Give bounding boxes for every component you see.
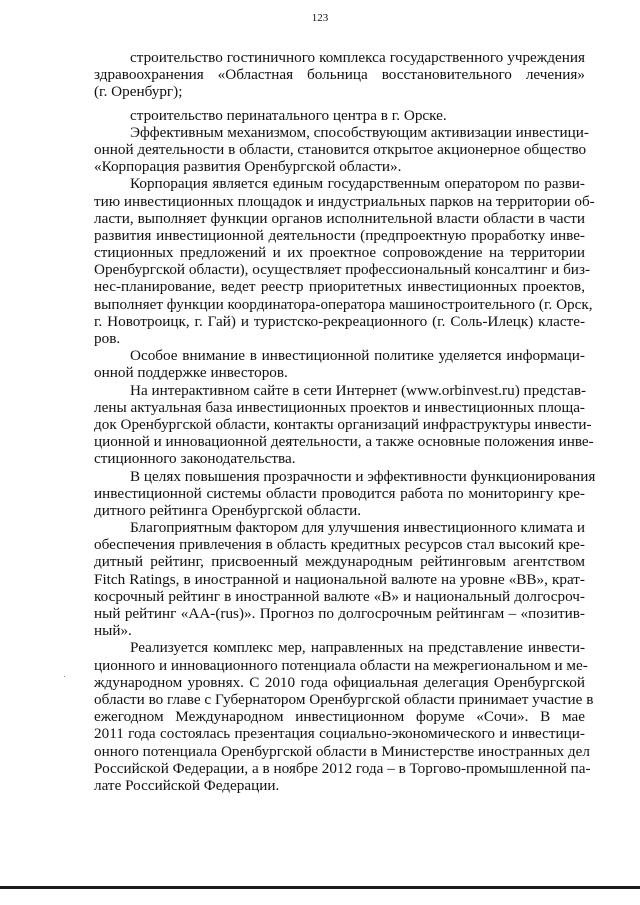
text-line: г. Новотроицк, г. Гай) и туристско-рекреационного (г. Соль-Илецк) класте- (94, 312, 585, 330)
text-line: стиционного законодательства. (94, 450, 296, 468)
text-line: развития инвестиционной деятельности (предпроектную проработку инве- (94, 226, 585, 244)
text-line: ежегодном Международном инвестиционном форуме «Сочи». В мае (94, 708, 585, 726)
paragraph (94, 347, 585, 381)
text-line: Реализуется комплекс мер, направленных на представление инвести- (130, 639, 585, 657)
text-line: «Корпорация развития Оренбургской области». (94, 158, 402, 176)
text-line: Российской Федерации, а в ноябре 2012 года – в Торгово-промышленной па- (94, 759, 591, 777)
text-line: онного потенциала Оренбургской области в Министерстве иностранных дел (94, 742, 590, 760)
text-line: Fitch Ratings, в иностранной и национальной валюте на уровне «ВВ», крат- (94, 570, 585, 588)
text-line: ласти, выполняет функции органов исполнительной власти области в части (94, 209, 585, 227)
paragraph (94, 107, 585, 124)
text-line: инвестиционной системы области проводится работа по мониторингу кре- (94, 484, 585, 502)
text-line: области во главе с Губернатором Оренбургской области принимает участие в (94, 690, 594, 708)
text-line: стиционных предложений и их проектное сопровождение на территории (94, 244, 585, 262)
text-line: выполняет функции координатора-оператора машиностроительного (г. Орск, (94, 295, 593, 313)
paragraph (94, 49, 585, 101)
margin-speck (64, 676, 65, 677)
text-line: Особое внимание в инвестиционной политике уделяется информаци- (130, 347, 585, 365)
text-line: ционной и инновационной деятельности, а также основные положения инве- (94, 433, 594, 451)
text-line: док Оренбургской области, контакты организаций инфраструктуры инвести- (94, 415, 592, 433)
text-line: (г. Оренбург); (94, 83, 183, 101)
paragraph (94, 519, 585, 639)
text-line: здравоохранения «Областная больница восстановительного лечения» (94, 66, 585, 84)
bottom-rule (0, 886, 640, 889)
text-line: Корпорация является единым государственным оператором по разви- (130, 175, 585, 193)
text-line: онной поддержке инвесторов. (94, 364, 288, 382)
text-line: Оренбургской области), осуществляет профессиональный консалтинг и биз- (94, 261, 590, 279)
document-body (94, 49, 596, 794)
text-line: строительство гостиничного комплекса государственного учреждения (130, 49, 585, 66)
text-line: ный рейтинг «АА-(rus)». Прогноз по долгосрочным рейтингам – «позитив- (94, 605, 585, 622)
page-number: 123 (311, 12, 329, 24)
paragraph (94, 123, 589, 176)
text-line: ный». (94, 622, 132, 640)
text-line: ров. (94, 330, 121, 347)
text-line: ционного и инновационного потенциала области на межрегиональном и ме- (94, 656, 588, 674)
paragraph (94, 639, 594, 794)
text-line: нес-планирование, ведет реестр приоритетных инвестиционных проектов, (94, 278, 585, 296)
text-line: строительство перинатального центра в г. Орске. (130, 106, 447, 124)
text-line: тию инвестиционных площадок и индустриальных парков на территории об- (94, 192, 595, 210)
text-line: На интерактивном сайте в сети Интернет (www.orbinvest.ru) представ- (130, 381, 587, 399)
text-line: онной деятельности в области, становится открытое акционерное общество (94, 140, 587, 158)
paragraph (94, 175, 595, 347)
text-line: Благоприятным фактором для улучшения инвестиционного климата и (130, 519, 585, 537)
text-line: Эффективным механизмом, способствующим активизации инвестици- (130, 123, 589, 141)
text-line: косрочный рейтинг в иностранной валюте «В» и национальный долгосроч- (94, 587, 585, 605)
paragraph (94, 467, 596, 520)
text-line: лате Российской Федерации. (94, 776, 280, 794)
text-line: ждународном уровнях. С 2010 года официальная делегация Оренбургской (94, 673, 585, 691)
text-line: лены актуальная база инвестиционных проектов и инвестиционных площа- (94, 398, 585, 416)
text-line: дитный рейтинг, присвоенный международным рейтинговым агентством (94, 553, 585, 571)
text-line: обеспечения привлечения в область кредитных ресурсов стал высокий кре- (94, 536, 585, 554)
text-line: дитного рейтинга Оренбургской области. (94, 501, 362, 519)
text-line: В целях повышения прозрачности и эффективности функционирования (130, 467, 596, 485)
paragraph (94, 381, 594, 468)
text-line: 2011 года состоялась презентация социально-экономического и инвестици- (94, 725, 585, 743)
